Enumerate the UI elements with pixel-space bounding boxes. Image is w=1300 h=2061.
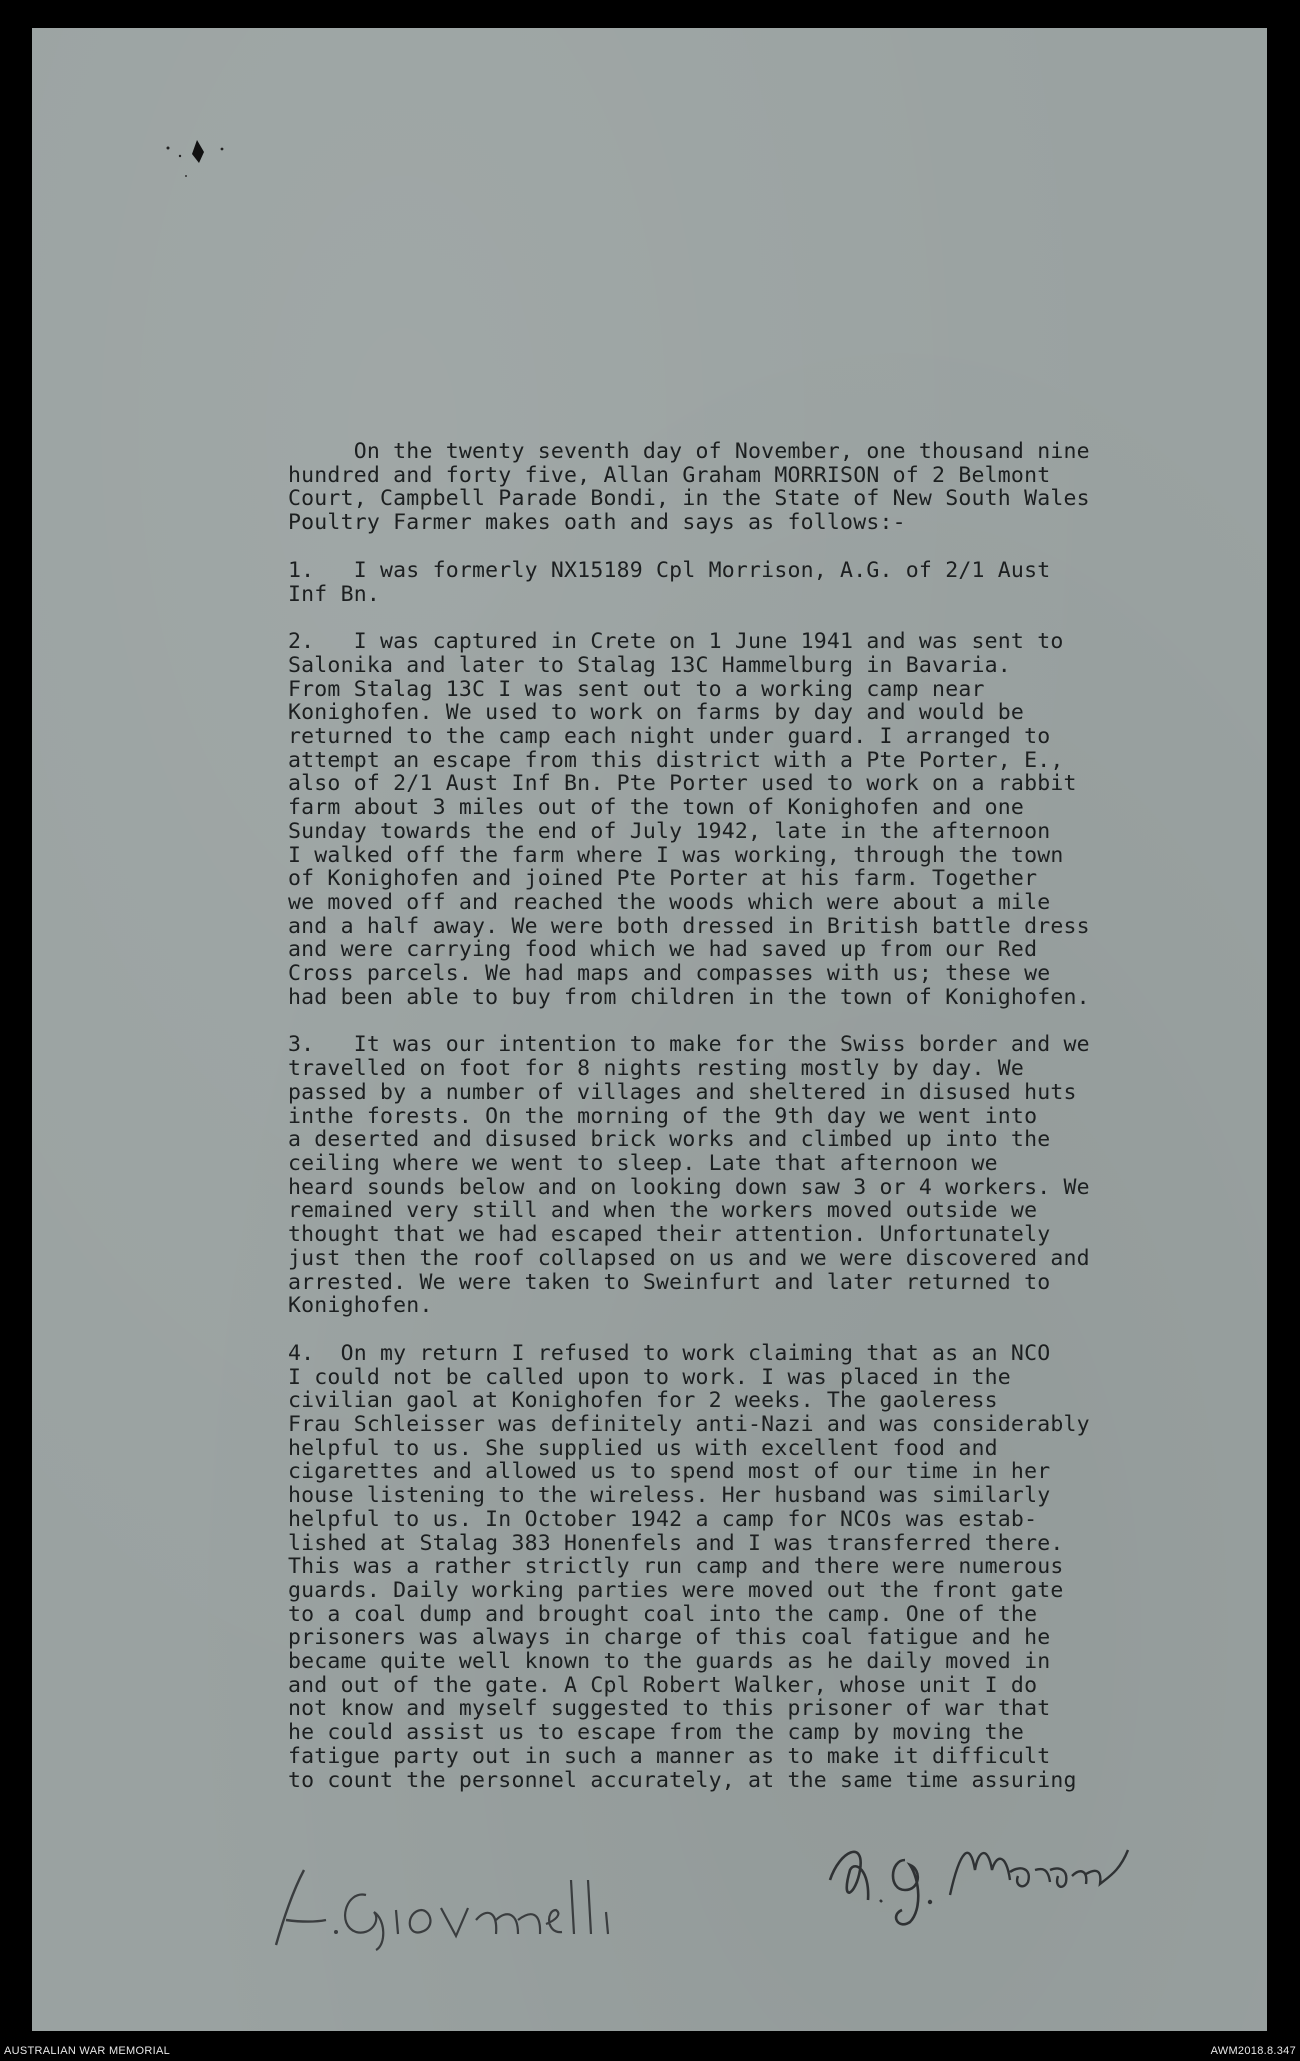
- paragraph-4: 4. On my return I refused to work claiming that as an NCO I could not be called upon to work. I was placed in the civilian gaol at Konighofen for 2 weeks. The gaoleress Frau Schleisser was definitely anti-Nazi and was considerably helpful to us. She supplied us with excellent food and cigarettes and allowed us to spend most of our time in her house listening to the wireless. Her husband was similarly helpful to us. In October 1942 a camp for NCOs was estab- lished at Stalag 383 Honenfels and I was transferred there. This was a rather strictly run camp and there were numerous guards. Daily working parties were moved out the front gate to a coal dump and brought coal into the camp. One of the prisoners was always in charge of this coal fatigue and he became quite well known to the guards as he daily moved in and out of the gate. A Cpl Robert Walker, whose unit I do not know and myself suggested to this prisoner of war that he could assist us to escape from the camp by moving the fatigue party out in such a manner as to make it difficult to count the personnel accurately, at the same time assuring: [288, 1340, 1090, 1793]
- deponent-signature: [810, 1810, 1140, 1930]
- paragraph-2: 2. I was captured in Crete on 1 June 1941 and was sent to Salonika and later to Stalag 13C Hammelburg in Bavaria. From Stalag 13C I was sent out to a working camp near Konighofen. We used to work on farms by day and would be returned to the camp each night under guard. I arranged to attempt an escape from this district with a Pte Porter, E., also of 2/1 Aust Inf Bn. Pte Porter used to work on a rabbit farm about 3 miles out of the town of Konighofen and one Sunday towards the end of July 1942, late in the afternoon I walked off the farm where I was working, through the town of Konighofen and joined Pte Porter at his farm. Together we moved off and reached the woods which were about a mile and a half away. We were both dressed in British battle dress and were carrying food which we had saved up from our Red Cross parcels. We had maps and compasses with us; these we had been able to buy from children in the town of Konighofen.: [288, 629, 1090, 1010]
- paragraph-3: 3. It was our intention to make for the Swiss border and we travelled on foot for 8 nights resting mostly by day. We passed by a number of villages and sheltered in disused huts inthe forests. On the morning of the 9th day we went into a deserted and disused brick works and climbed up into the ceiling where we went to sleep. Late that afternoon we heard sounds below and on looking down saw 3 or 4 workers. We remained very still and when the workers moved outside we thought that we had escaped their attention. Unfortunately just then the roof collapsed on us and we were discovered and arrested. We were taken to Sweinfurt and later returned to Konighofen.: [288, 1032, 1090, 1319]
- opening-paragraph: On the twenty seventh day of November, one thousand nine hundred and forty five, Allan Graham MORRISON of 2 Belmont Court, Campbell Parade Bondi, in the State of New South Wales Poultry Farmer makes oath and says as follows:-: [288, 439, 1090, 536]
- witness-signature: [256, 1850, 636, 1960]
- footer-credit: AUSTRALIAN WAR MEMORIAL: [4, 2045, 171, 2057]
- ink-blot-mark: [152, 118, 242, 188]
- affidavit-body: [288, 440, 1248, 1792]
- footer-accession-number: AWM2018.8.347: [1210, 2045, 1296, 2057]
- paragraph-1: 1. I was formerly NX15189 Cpl Morrison, A.G. of 2/1 Aust Inf Bn.: [288, 557, 1051, 607]
